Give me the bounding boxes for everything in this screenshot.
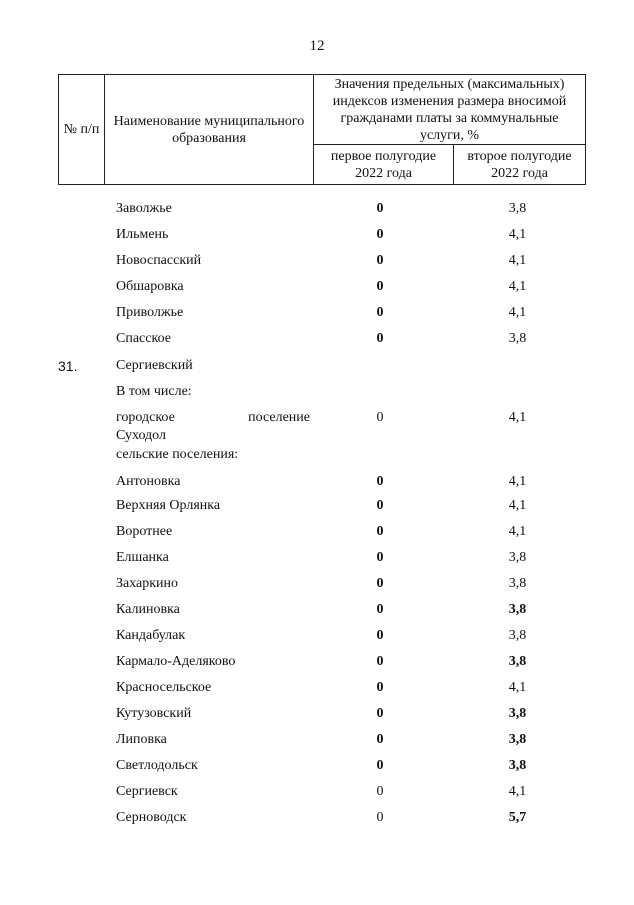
table-row: Елшанка 0 3,8 (116, 550, 527, 565)
table-row: Воротнее 0 4,1 (116, 524, 527, 539)
table-row: Спасское 0 3,8 (116, 331, 527, 346)
table-row: Кутузовский 0 3,8 (116, 706, 527, 721)
table-row: Антоновка 0 4,1 (116, 474, 527, 489)
table-row: 31. Сергиевский (58, 358, 193, 374)
table-row: В том числе: (116, 384, 192, 399)
table-row: Красносельское 0 4,1 (116, 680, 527, 695)
table-row: сельские поселения: (116, 447, 239, 462)
table-row: Светлодольск 0 3,8 (116, 758, 527, 773)
table-header (58, 74, 585, 184)
table-row: Захаркино 0 3,8 (116, 576, 527, 591)
table-row: Ильмень 0 4,1 (116, 227, 527, 242)
table-row: Приволжье 0 4,1 (116, 305, 527, 320)
table-row: Заволжье 0 3,8 (116, 201, 527, 216)
table-row: Кармало-Аделяково 0 3,8 (116, 654, 527, 669)
row-number: 31. (58, 358, 78, 374)
header-values: Значения предельных (максимальных) индексов изменения размера вносимой гражданами платы за коммунальные услуги, % (314, 75, 586, 145)
table-row: Обшаровка 0 4,1 (116, 279, 527, 294)
table-row: Сергиевск 0 4,1 (116, 784, 527, 799)
table-row: Кандабулак 0 3,8 (116, 628, 527, 643)
header-name: Наименование муниципального образования (105, 75, 314, 185)
table-row: Калиновка 0 3,8 (116, 602, 527, 617)
page-number: 12 (309, 38, 325, 54)
table-row: Липовка 0 3,8 (116, 732, 527, 747)
header-first-half: первое полугодие 2022 года (314, 145, 454, 185)
table-row: городское поселение Суходол 0 4,1 (116, 410, 527, 443)
header-num: № п/п (59, 75, 105, 185)
table-row: Верхняя Орлянка 0 4,1 (116, 498, 527, 513)
header-second-half: второе полугодие 2022 года (454, 145, 586, 185)
table-row: Серноводск 0 5,7 (116, 810, 527, 825)
table-row: Новоспасский 0 4,1 (116, 253, 527, 268)
